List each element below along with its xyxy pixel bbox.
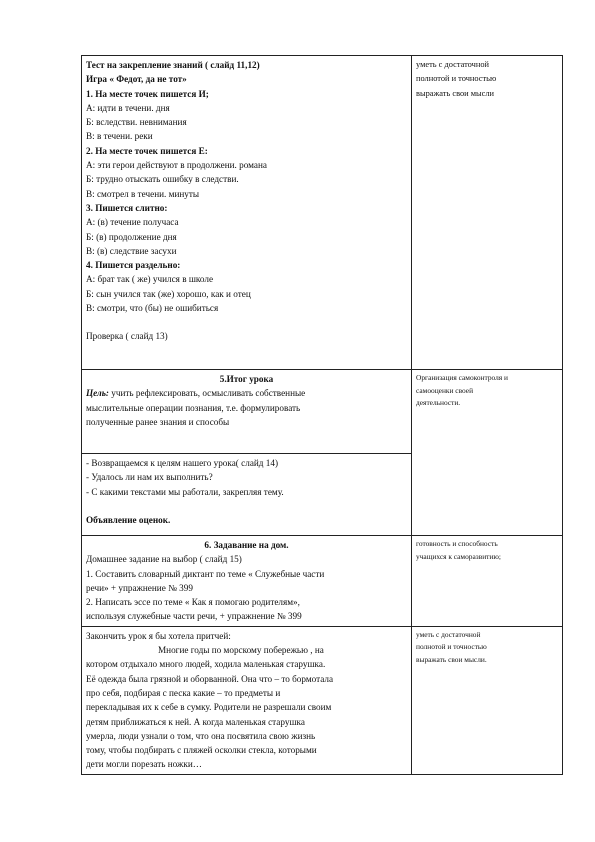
skill-text: полнотой и точностью (416, 642, 487, 652)
goal-label: Цель: (86, 388, 109, 399)
homework-line: речи» + упражнение № 399 (86, 582, 193, 593)
reflection-line: - Возвращаемся к целям нашего урока( слайд 14) (86, 458, 279, 468)
skill-text: Организация самоконтроля и (416, 373, 509, 382)
homework-line: используя служебные части речи, + упражнение № 399 (86, 611, 302, 622)
parable-cell (82, 626, 412, 774)
goal-line (86, 386, 407, 400)
answer-option: В: смотри, что (бы) не ошибиться (86, 303, 219, 314)
table-row (82, 536, 563, 627)
answer-option: Б: вследстви. невнимания (86, 117, 187, 128)
answer-option: А: (в) течение получаса (86, 217, 179, 228)
skill-cell (412, 626, 563, 774)
skill-text: учащихся к саморазвитию; (416, 551, 501, 561)
answer-option: Б: трудно отыскать ошибку в следстви. (86, 174, 239, 185)
development-cell (412, 536, 563, 627)
skill-text: выражать свои мысли. (416, 654, 487, 664)
answer-option: А: брат так ( же) учился в школе (86, 274, 214, 285)
parable-intro: Закончить урок я бы хотела притчей: (86, 630, 231, 641)
answer-option: В: смотрел в течени. минуты (86, 188, 200, 199)
question-heading: 4. Пишется раздельно: (86, 260, 181, 271)
goal-text: мыслительные операции познания, т.е. формулировать (86, 402, 301, 413)
grades-line: Объявление оценок. (86, 514, 171, 525)
lesson-plan-table (81, 55, 563, 775)
question-heading: 2. На месте точек пишется Е: (86, 145, 208, 156)
parable-line: перекладывая их к себе в сумку. Родители не разрешали своим (86, 702, 332, 713)
spacer (86, 315, 407, 329)
skill-text: полнотой и точностью (416, 74, 497, 84)
reflection-line: - Удалось ли нам их выполнить? (86, 472, 213, 483)
homework-line: 1. Составить словарный диктант по теме « Служебные части (86, 568, 325, 579)
answer-option: А: эти герои действуют в продолжени. романа (86, 160, 267, 171)
answer-option: А: идти в течени. дня (86, 102, 170, 113)
summary-cell (82, 370, 412, 454)
parable-line: Её одежда была грязной и оборванной. Она что – то бормотала (86, 673, 334, 684)
reflection-cell (82, 454, 412, 536)
homework-line: Домашнее задание на выбор ( слайд 15) (86, 554, 242, 565)
parable-line: Многие годы по морскому побережью , на (158, 645, 324, 656)
parable-line: про себя, подбирая с песка какие – то предметы и (86, 687, 281, 698)
parable-line: тому, чтобы подбирать с пляжей осколки стекла, которыми (86, 745, 317, 756)
parable-line: детям приближаться к ней. А когда маленькая старушка (86, 716, 305, 727)
skill-cell (412, 56, 563, 370)
skill-text: выражать свои мысли (416, 88, 495, 98)
answer-option: Б: (в) продолжение дня (86, 231, 177, 242)
section-heading: 6. Задавание на дом. (204, 540, 289, 550)
question-heading: 3. Пишется слитно: (86, 202, 168, 213)
parable-line: умерла, люди узнали о том, что она посвятила свою жизнь (86, 730, 316, 741)
section-heading: 5.Итог урока (219, 374, 274, 384)
skill-text: деятельности. (416, 398, 461, 408)
parable-line: котором отдыхало много людей, ходила маленькая старушка. (86, 659, 326, 670)
self-control-cell (412, 370, 563, 536)
answer-option: В: (в) следствие засухи (86, 245, 177, 256)
table-row (82, 56, 563, 370)
homework-line: 2. Написать эссе по теме « Как я помогаю родителям», (86, 597, 300, 608)
skill-text: готовность и способность (416, 539, 498, 548)
skill-text: уметь с достаточной (416, 60, 489, 69)
question-heading: 1. На месте точек пишется И; (86, 88, 209, 99)
spacer (86, 499, 407, 513)
skill-text: самооценки своей (416, 385, 474, 395)
table-row (82, 370, 563, 454)
parable-line: дети могли порезать ножки… (86, 759, 202, 770)
homework-cell (82, 536, 412, 627)
game-title: Игра « Федот, да не тот» (86, 74, 187, 85)
skill-text: уметь с достаточной (416, 629, 481, 639)
answer-option: В: в течени. реки (86, 131, 153, 142)
test-cell (82, 56, 412, 370)
reflection-line: - С какими текстами мы работали, закрепляя тему. (86, 486, 284, 497)
check-line: Проверка ( слайд 13) (86, 331, 168, 342)
test-title: Тест на закрепление знаний ( слайд 11,12) (86, 60, 260, 70)
answer-option: Б: сын учился так (же) хорошо, как и отец (86, 288, 251, 299)
table-row (82, 626, 563, 774)
goal-text: полученные ранее знания и способы (86, 416, 230, 427)
goal-text: учить рефлексировать, осмысливать собственные (108, 388, 306, 399)
